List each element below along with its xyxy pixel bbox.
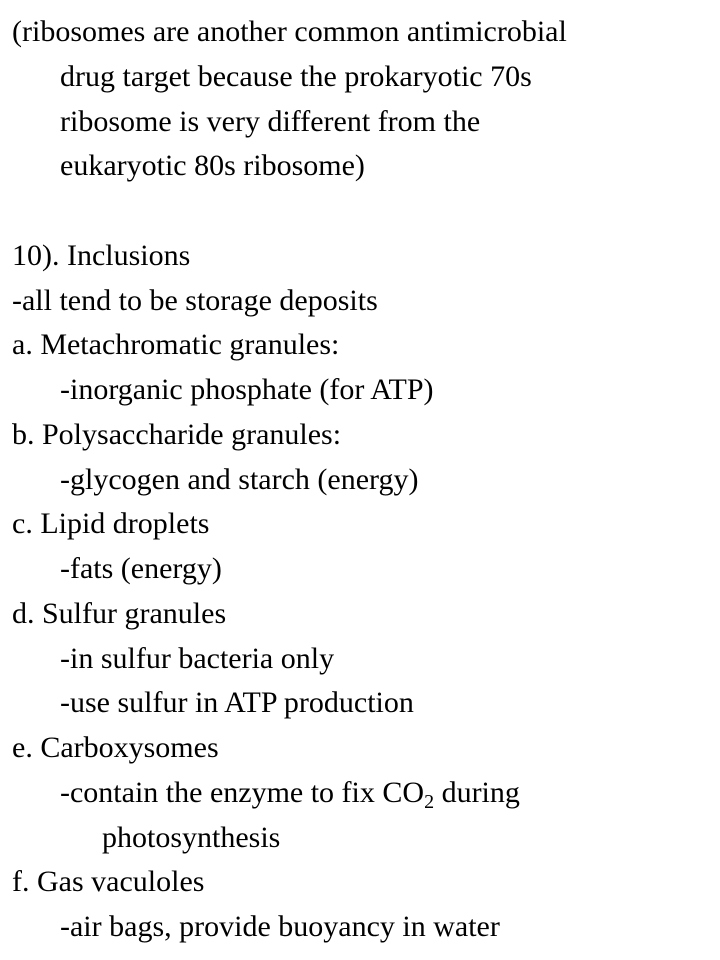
ribosome-note-line-1: (ribosomes are another common antimicrobial	[12, 15, 567, 48]
item-e-detail-pre: -contain the enzyme to fix CO	[60, 776, 425, 809]
ribosome-note-line-2: drug target because the prokaryotic 70s	[60, 60, 532, 93]
item-f-title: f. Gas vaculoles	[12, 865, 205, 898]
item-e-title: e. Carboxysomes	[12, 731, 219, 764]
section-heading: 10). Inclusions	[12, 239, 191, 272]
item-a-detail-1: -inorganic phosphate (for ATP)	[60, 373, 434, 406]
item-d-title: d. Sulfur granules	[12, 597, 227, 630]
section-intro: -all tend to be storage deposits	[12, 284, 378, 317]
item-e-detail-continuation: photosynthesis	[102, 821, 281, 854]
co2-subscript: 2	[424, 791, 435, 813]
item-e-detail-post: during	[434, 776, 520, 809]
item-d-detail-2: -use sulfur in ATP production	[60, 686, 414, 719]
item-c-detail-1: -fats (energy)	[60, 552, 222, 585]
ribosome-note-line-3: ribosome is very different from the	[60, 105, 481, 138]
item-c-title: c. Lipid droplets	[12, 507, 210, 540]
item-f-detail-1: -air bags, provide buoyancy in water	[60, 910, 500, 943]
item-a-title: a. Metachromatic granules:	[12, 328, 340, 361]
item-b-detail-1: -glycogen and starch (energy)	[60, 463, 419, 496]
item-d-detail-1: -in sulfur bacteria only	[60, 642, 335, 675]
item-b-title: b. Polysaccharide granules:	[12, 418, 342, 451]
ribosome-note-line-4: eukaryotic 80s ribosome)	[60, 149, 365, 182]
item-e-detail-1	[60, 773, 520, 813]
